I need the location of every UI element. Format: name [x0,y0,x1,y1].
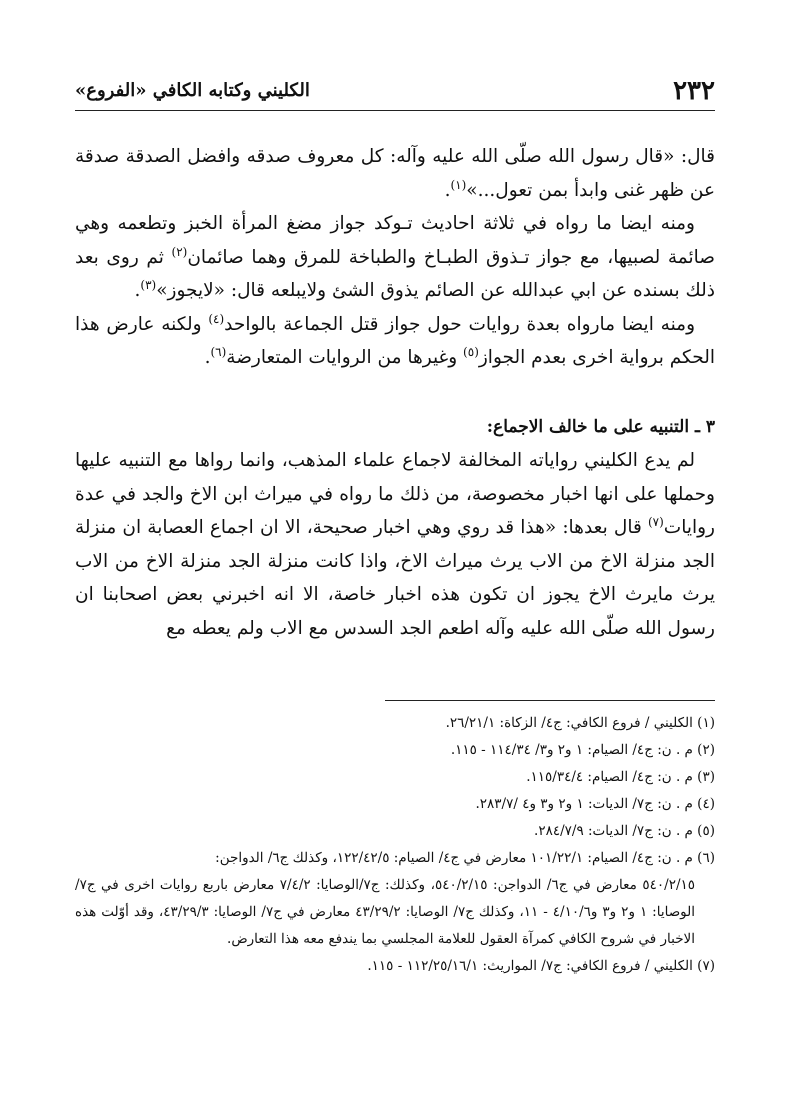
footnote-1: (١) الكليني / فروع الكافي: ج٤/ الزكاة: ٢٦/٢١/١. [445,715,715,731]
footnotes [75,710,715,980]
paragraph-4-text-b: قال بعدها: «هذا قد روي وهي اخبار صحيحة، الا ان اجماع العصابة ان منزلة الجد منزلة الاخ من الاب يرث ميراث الاخ، واذا كانت منزلة الجد منزلة الاخ من الاب يرث مايرث الاخ يجوز ان تكون هذه اخبار خاصة، الا انه اخبرني بعض اصحابنا ان رسول الله صلّى الله عليه وآله اطعم الجد السدس مع الاب ولم يعطه مع [75,517,715,639]
paragraph-3-text-b: ولكنه عارض هذا الحكم برواية اخرى بعدم الجواز [75,313,715,368]
paragraph-3 [75,308,715,375]
paragraph-3-text-a: ومنه ايضا مارواه بعدة روايات حول جواز قتل الجماعة بالواحد [224,313,696,335]
footnote-ref-3: (٣) [140,277,157,292]
paragraph-4-text-a: لم يدع الكليني رواياته المخالفة لاجماع علماء المذهب، وانما رواها مع التنبيه عليها وحملها على انها اخبار مخصوصة، من ذلك ما رواه في ميراث ابن الاخ والجد في عدة روايات [75,450,715,538]
page-number: ٢٣٢ [673,76,715,106]
running-title: الكليني وكتابه الكافي «الفروع» [75,80,310,101]
paragraph-1-end: . [444,179,451,201]
footnote-ref-1: (١) [450,177,467,192]
footnote-ref-5: (٥) [463,344,479,359]
footnote-ref-6: (٦) [210,344,227,359]
footnote-6-continued: ٥٤٠/٢/١٥ معارض في ج٦/ الدواجن: ٥٤٠/٢/١٥، وكذلك: ج٧/الوصايا: ٧/٤/٢ معارض باربع روايات اخرى في ج٧/ الوصايا: ١ و٢ و٣ و٤/١٠/٦ - ١١، وكذلك ج٧/ الوصايا: ٤٣/٢٩/٢ معارض في ج٧/ الوصايا: ٤٣/٢٩/٣، وقد أوّلت هذه الاخبار في شروح الكافي كمرآة العقول للعلامة المجلسي بما يندفع معه هذا التعارض. [75,877,696,947]
footnote-6: (٦) م . ن: ج٤/ الصيام: ١٠١/٢٢/١ معارض في ج٤/ الصيام: ١٢٢/٤٢/٥، وكذلك ج٦/ الدواجن: [215,850,715,866]
paragraph-1 [75,140,715,207]
page-header [75,70,715,111]
footnote-2: (٢) م . ن: ج٤/ الصيام: ١ و٢ و٣/ ١١٤/٣٤ - ١١٥. [450,742,715,758]
paragraph-2 [75,207,715,308]
footnote-5: (٥) م . ن: ج٧/ الديات: ٢٨٤/٧/٩. [534,823,715,839]
footnote-ref-4: (٤) [208,311,225,326]
paragraph-3-end: . [204,347,211,368]
paragraph-2-end: . [134,280,141,301]
paragraph-2-text-a: ومنه ايضا ما رواه في ثلاثة احاديث تـوكد جواز مضغ المرأة الخبز وتطعمه وهي صائمة لصبيها، مع جواز تـذوق الطبـاخ والطباخة للمرق وهما صائمان [75,213,715,268]
footnote-separator [385,700,715,701]
main-text [75,140,715,645]
footnote-7: (٧) الكليني / فروع الكافي: ج٧/ المواريث: ١١٢/٢٥/١٦/١ - ١١٥. [367,958,715,974]
section-gap [75,375,715,411]
footnote-4: (٤) م . ن: ج٧/ الديات: ١ و٢ و٣ و٤ /٢٨٣/٧. [475,796,715,812]
section-heading: ٣ ـ التنبيه على ما خالف الاجماع: [486,416,715,437]
paragraph-1-text-a: قال: «قال رسول الله صلّى الله عليه وآله: كل معروف صدقه وافضل الصدقة صدقة عن ظهر غنى وابدأ بمن تعول...» [75,146,715,201]
paragraph-3-text-c: وغيرها من الروايات المتعارضة [226,347,464,368]
paragraph-2-text-b: ثم روى بعد ذلك بسنده عن ابي عبدالله عن الصائم يذوق الشئ ولايبلعه قال: «لايجوز» [75,246,715,301]
paragraph-4 [75,444,715,645]
footnote-3: (٣) م . ن: ج٤/ الصيام: ١١٥/٣٤/٤. [526,769,715,785]
footnote-ref-7: (٧) [647,514,664,529]
footnote-ref-2: (٢) [171,244,188,259]
